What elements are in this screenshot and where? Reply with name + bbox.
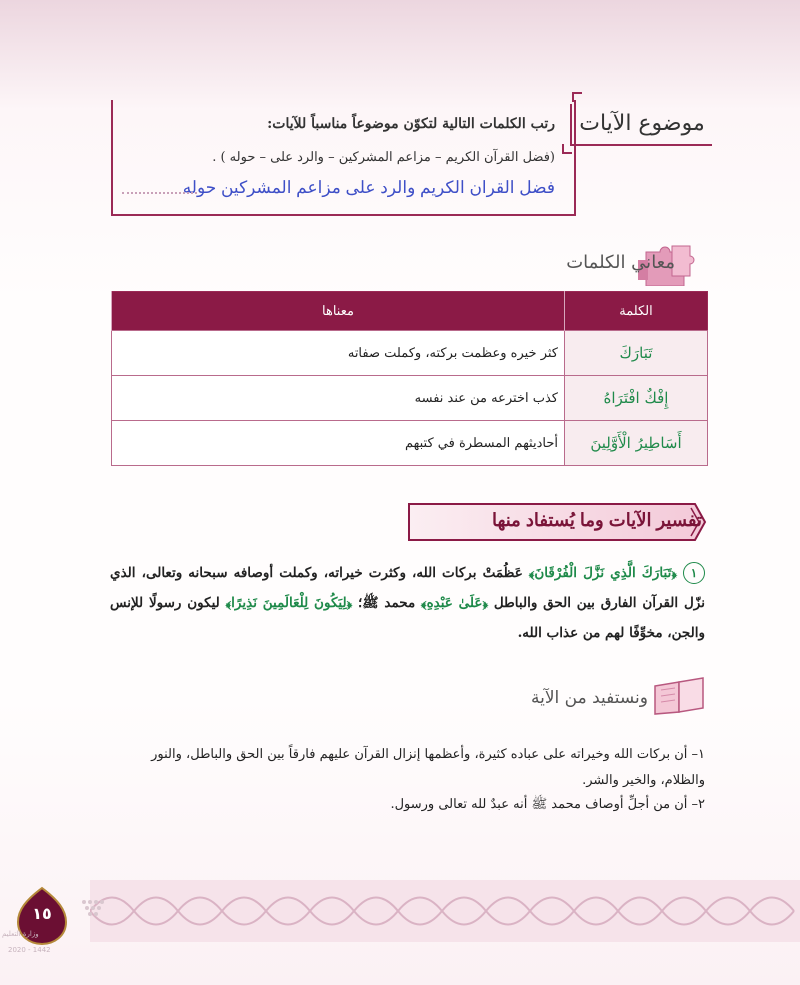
header-meaning: معناها xyxy=(112,292,565,331)
topic-heading: موضوع الآيات xyxy=(570,104,712,146)
verse-number: ١ xyxy=(683,562,705,584)
decorative-footer-band xyxy=(90,880,800,942)
topic-instruction: رتب الكلمات التالية لتكوّن موضوعاً مناسباً للآيات: xyxy=(267,116,555,132)
meaning-cell: كثر خيره وعظمت بركته، وكملت صفاته xyxy=(112,331,565,376)
quran-quote: ﴿عَلَىٰ عَبْدِهِ﴾ xyxy=(421,595,488,611)
benefit-item: ٢– أن من أجلِّ أوصاف محمد ﷺ أنه عبدٌ لله تعالى ورسول. xyxy=(390,797,705,812)
ministry-name: وزارة التعليم xyxy=(2,930,39,938)
meanings-title: معاني الكلمات xyxy=(566,252,675,273)
tafsir-text: ليكون رسولًا للإنس والجن، مخوِّفًا لهم من عذاب الله. xyxy=(110,595,705,641)
table-row xyxy=(112,331,708,376)
quran-quote: ﴿لِيَكُونَ لِلْعَالَمِينَ نَذِيرًا﴾ xyxy=(225,595,353,611)
table-row xyxy=(112,421,708,466)
ministry-logo-icon xyxy=(78,896,122,922)
word-cell: تَبَارَكَ xyxy=(565,331,708,376)
tafsir-text: عَظُمَتْ بركات الله، وكثرت خيراته، وكملت أوصافه سبحانه وتعالى، الذي نزّل القرآن الفارق بين الحق والباطل xyxy=(110,565,705,611)
meaning-cell: كذب اخترعه من عند نفسه xyxy=(112,376,565,421)
answer-dotted-line xyxy=(122,192,197,194)
page-number: ١٥ xyxy=(32,904,52,923)
header-word: الكلمة xyxy=(565,292,708,331)
ministry-years: 2020 - 1442 xyxy=(8,946,51,954)
table-header-row xyxy=(112,292,708,331)
topic-answer[interactable]: فضل القران الكريم والرد على مزاعم المشركين حوله xyxy=(182,178,555,197)
tafsir-paragraph xyxy=(110,558,705,648)
meaning-cell: أحاديثهم المسطرة في كتبهم xyxy=(112,421,565,466)
word-cell: أَسَاطِيرُ الْأَوَّلِينَ xyxy=(565,421,708,466)
tafsir-title: تفسير الآيات وما يُستفاد منها xyxy=(491,510,702,530)
benefit-item: ١– أن بركات الله وخيراته على عباده كثيرة، وأعظمها إنزال القرآن عليهم فارقاً بين الحق والباطل، والنور والظلام، والخير والشر. xyxy=(151,747,705,788)
quran-quote: ﴿تَبَارَكَ الَّذِي نَزَّلَ الْفُرْقَانَ﴾ xyxy=(528,565,677,581)
meanings-table xyxy=(111,291,708,466)
benefits-title: ونستفيد من الآية xyxy=(530,688,648,708)
tafsir-text: محمد ﷺ؛ xyxy=(357,595,416,611)
book-icon xyxy=(651,676,707,716)
word-cell: إِفْكٌ افْتَرَاهُ xyxy=(565,376,708,421)
topic-words: (فضل القرآن الكريم – مزاعم المشركين – والرد على – حوله ) . xyxy=(212,150,555,165)
table-row xyxy=(112,376,708,421)
